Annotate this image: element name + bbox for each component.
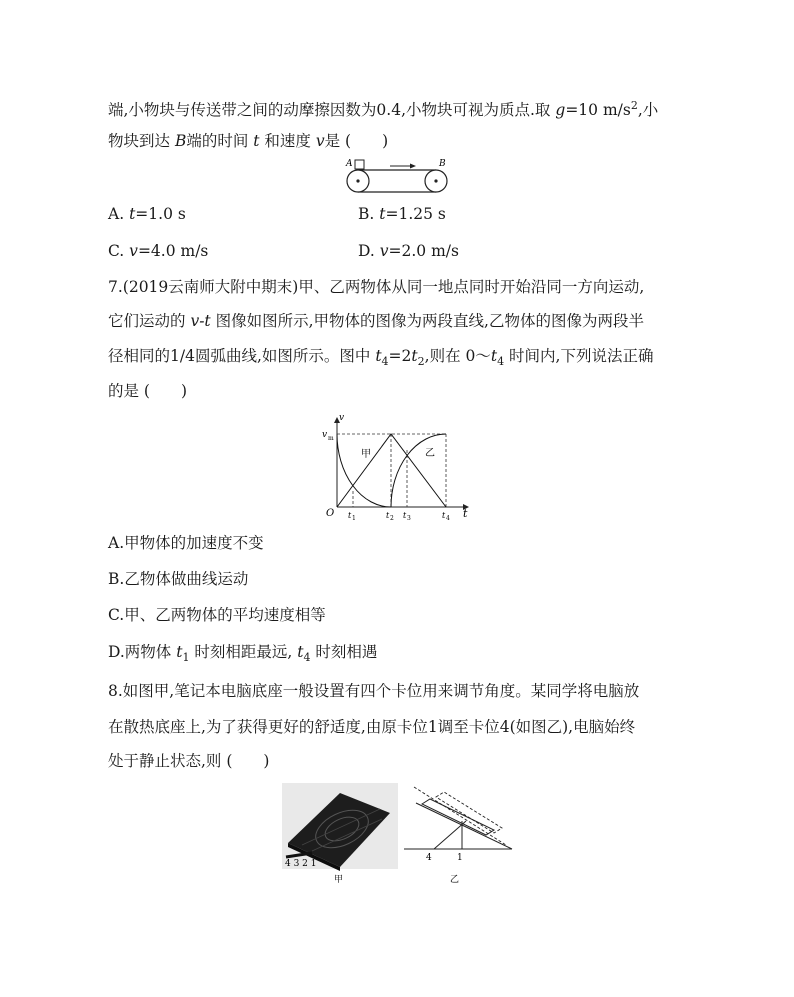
q8-text-line2: 在散热底座上,为了获得更好的舒适度,由原卡位1调至卡位4(如图乙),电脑始终 [108,718,636,736]
caption-yi: 乙 [450,875,460,885]
support-4 [434,821,466,849]
option-var: t [129,205,136,223]
q7-text: =2 [388,347,412,365]
label-A: A [346,159,353,169]
board-position-4 [414,787,506,845]
subscript: 1 [182,651,190,665]
conveyor-belt-figure [340,155,452,197]
option-text: D.两物体 [108,643,177,661]
option-value: =1.25 s [385,205,446,223]
arrow-head [410,164,416,169]
jia-label: 甲 [361,449,371,460]
label-4: 4 [426,853,432,863]
superscript: 2 [630,99,638,112]
vm-label: v [322,430,328,440]
option-prefix: C. [108,242,130,260]
t3-label: t [403,511,407,520]
option-text: 时刻相遇 [310,643,378,661]
right-axle [434,179,437,182]
q7-text-line1: 7.(2019云南师大附中期末)甲、乙两物体从同一地点同时开始沿同一方向运动, [108,278,645,296]
q8-text-line1: 8.如图甲,笔记本电脑底座一般设置有四个卡位用来调节角度。某同学将电脑放 [108,682,640,700]
var-t: t [253,132,260,150]
t4-sub: 4 [446,515,450,522]
caption-jia: 甲 [334,875,344,885]
t-axis-label: t [463,507,468,520]
q6-text: 和速度 [259,132,316,150]
var-vt: v-t [190,312,211,330]
label-B: B [439,159,446,169]
q7-text: 径相同的1/4圆弧曲线,如图所示。图中 [108,347,376,365]
option-var: v [129,242,138,260]
yi-label: 乙 [425,448,435,459]
q7-text-line4: 的是 ( ) [108,382,188,400]
q6-text: 是 ( ) [324,132,389,150]
subscript: 2 [417,355,425,369]
var-t: t [375,347,382,365]
option-value: =2.0 m/s [388,242,459,260]
q7-option-c: C.甲、乙两物体的平均速度相等 [108,606,326,624]
option-prefix: A. [108,205,130,223]
angle-adjust-diagram [400,783,516,885]
t2-label: t [386,511,390,520]
q7-option-a: A.甲物体的加速度不变 [108,534,264,552]
q6-option-b [358,204,446,224]
option-text: 时刻相距最远, [189,643,298,661]
q6-text: 物块到达 [108,132,175,150]
option-value: =1.0 s [135,205,186,223]
q7-text: 图像如图所示,甲物体的图像为两段直线,乙物体的图像为两段半 [210,312,644,330]
option-value: =4.0 m/s [137,242,209,260]
option-prefix: D. [358,242,380,260]
t3-sub: 3 [407,515,411,522]
q6-text-line1 [108,96,658,120]
var-t: t [490,347,498,365]
q7-text: ,则在 0～ [424,347,491,365]
q6-text-line2 [108,131,388,151]
laptop-stand-photo [282,783,398,885]
board-position-1 [416,803,512,849]
var-t: t [411,347,418,365]
q6-text: =10 m/s [565,101,631,120]
q7-text: 时间内,下列说法正确 [504,347,654,365]
t2-sub: 2 [390,515,394,522]
option-prefix: B. [358,205,380,223]
q7-text-line2 [108,311,644,331]
subscript: 4 [303,651,311,665]
vm-sub: m [328,435,334,442]
var-t: t [297,643,304,661]
v-t-graph [318,412,478,524]
q6-option-d [358,241,459,261]
var-g: g [555,101,566,120]
var-B: B [174,132,187,150]
t1-label: t [348,511,352,520]
q7-option-b: B.乙物体做曲线运动 [108,570,249,588]
option-var: t [379,205,386,223]
notch-numbers: 4 3 2 1 [285,859,317,869]
q6-option-a [108,204,186,224]
option-var: v [379,242,389,260]
q8-text-line3: 处于静止状态,则 ( ) [108,752,270,770]
t4-label: t [442,511,446,520]
subscript: 4 [381,355,389,369]
label-1: 1 [457,853,463,863]
subscript: 4 [497,355,505,369]
laptop-position-1 [422,799,494,835]
q7-text: 它们运动的 [108,312,191,330]
origin-label: O [326,508,335,519]
t1-sub: 1 [352,515,356,522]
block [355,160,364,169]
q6-option-c [108,241,208,261]
var-t: t [176,643,183,661]
left-axle [356,179,359,182]
q7-text-line3 [108,346,653,372]
var-v: v [315,132,325,150]
q6-text: ,小 [637,101,659,120]
q6-text: 端,小物块与传送带之间的动摩擦因数为0.4,小物块可视为质点.取 [108,101,556,120]
q6-text: 端的时间 [186,132,254,150]
y-axis-label: v [339,413,345,423]
q7-option-d [108,642,377,668]
